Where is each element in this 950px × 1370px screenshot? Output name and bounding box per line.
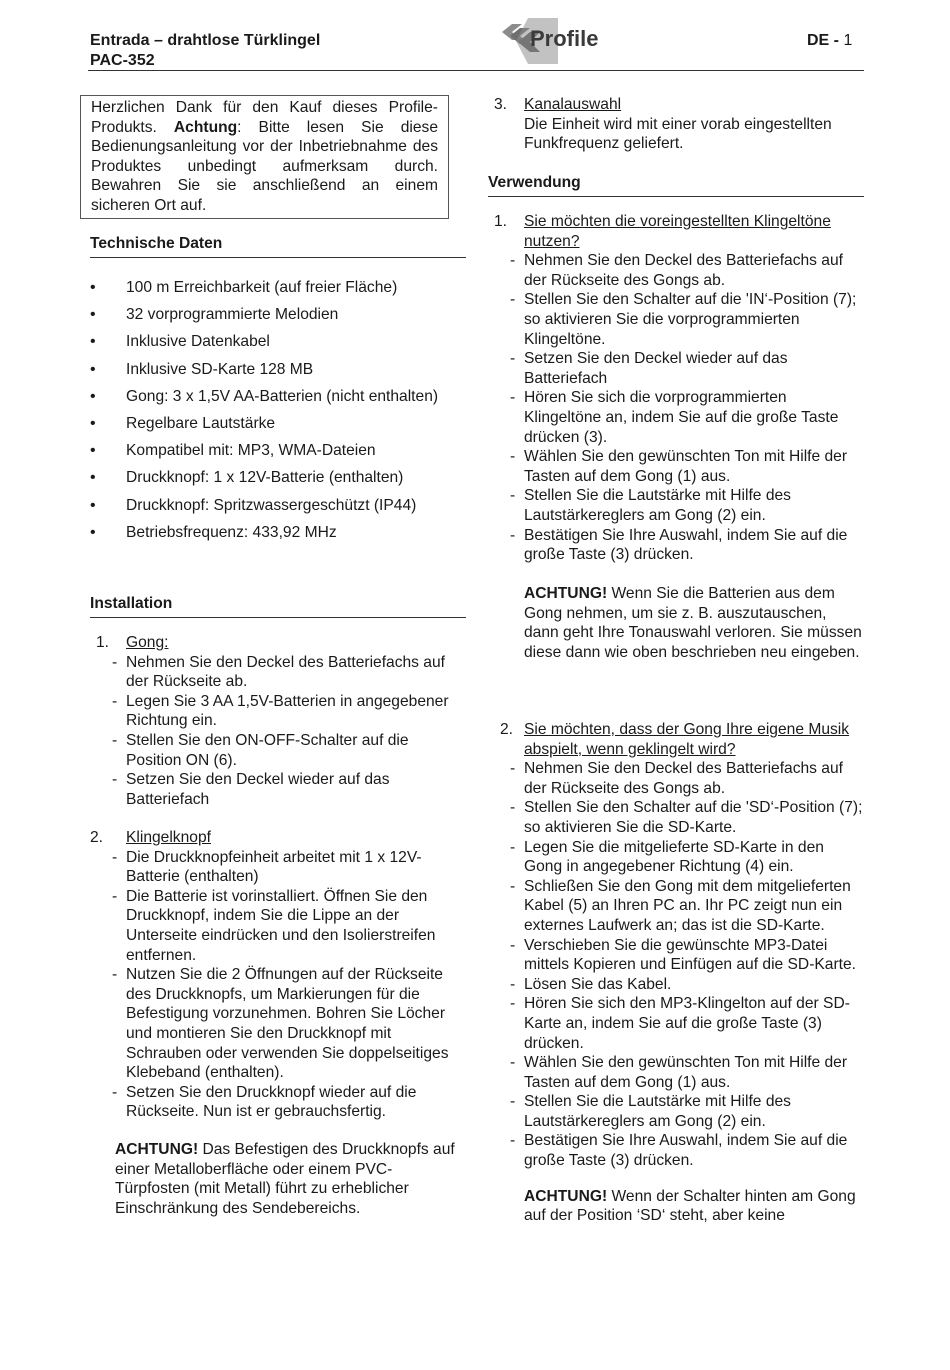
usage-preset (488, 212, 864, 663)
tech-spec-item: • Regelbare Lautstärke (90, 414, 466, 434)
knopf-step: - Die Batterie ist vorinstalliert. Öffnen Sie den Druckknopf, indem Sie die Lippe an der Unterseite eindrücken und den Isolierstreifen entfernen. (112, 887, 466, 965)
preset-step: - Stellen Sie die Lautstärke mit Hilfe des Lautstärkereglers am Gong (2) ein. (510, 486, 864, 525)
intro-attention: Achtung (173, 118, 238, 136)
page-number: 1 (843, 32, 853, 49)
own-step: - Wählen Sie den gewünschten Ton mit Hilfe der Tasten auf dem Gong (1) aus. (510, 1053, 864, 1092)
preset-step: - Stellen Sie den Schalter auf die 'IN‘-Position (7); so aktivieren Sie die vorprogrammierten Klingeltöne. (510, 290, 864, 349)
preset-step: - Nehmen Sie den Deckel des Batteriefachs auf der Rückseite des Gongs ab. (510, 251, 864, 290)
knopf-steps (112, 848, 466, 1122)
own-step: - Nehmen Sie den Deckel des Batteriefachs auf der Rückseite des Gongs ab. (510, 759, 864, 798)
tech-spec-item: • Druckknopf: 1 x 12V-Batterie (enthalten) (90, 468, 466, 488)
intro-box (80, 95, 449, 219)
intro-text-start: Herzlichen Dank für den Kauf dieses Profile-Produkts. (91, 99, 438, 136)
knopf-step: - Nutzen Sie die 2 Öffnungen auf der Rückseite des Druckknopfs, um Markierungen für die Befestigung vorzunehmen. Bohren Sie Löcher und montieren Sie den Druckknopf mit Schrauben oder verwenden Sie doppelseitiges Klebeband (enthalten). (112, 965, 466, 1083)
knopf-warning-text: Das Befestigen des Druckknopfs auf einer Metalloberfläche oder einem PVC-Türpfosten (mit Metall) führt zu erheblicher Einschränkung des Sendebereichs. (115, 1140, 455, 1217)
own-warning-label: ACHTUNG! (524, 1187, 608, 1205)
tech-spec-item: • Betriebsfrequenz: 433,92 MHz (90, 523, 466, 543)
usage-heading: Verwendung (488, 173, 864, 197)
tech-spec-item: • Kompatibel mit: MP3, WMA-Dateien (90, 441, 466, 461)
gong-title (90, 633, 466, 653)
gong-step: - Stellen Sie den ON-OFF-Schalter auf die Position ON (6). (112, 731, 466, 770)
preset-number: 1. (494, 213, 508, 230)
tech-spec-item: • Inklusive Datenkabel (90, 332, 466, 352)
preset-title (488, 212, 864, 251)
own-step: - Lösen Sie das Kabel. (510, 975, 864, 995)
tech-spec-item: • Druckknopf: Spritzwassergeschützt (IP44) (90, 496, 466, 516)
tech-spec-item: • Inklusive SD-Karte 128 MB (90, 360, 466, 380)
knopf-title-text: Klingelknopf (126, 829, 211, 846)
knopf-number: 2. (90, 829, 104, 846)
own-warning-text: Wenn der Schalter hinten am Gong auf der Position ‘SD‘ steht, aber keine (524, 1187, 856, 1225)
profile-logo (488, 14, 608, 68)
channel-text: Die Einheit wird mit einer vorab eingestellten Funkfrequenz geliefert. (524, 115, 832, 153)
preset-warning (488, 584, 864, 662)
header-divider (88, 70, 864, 71)
own-warning (488, 1187, 864, 1226)
channel-title (488, 95, 864, 115)
gong-steps (112, 653, 466, 810)
gong-number: 1. (96, 634, 110, 651)
own-step: - Hören Sie sich den MP3-Klingelton auf der SD-Karte an, indem Sie auf die große Taste (3) drücken. (510, 994, 864, 1053)
preset-step: - Setzen Sie den Deckel wieder auf das Batteriefach (510, 349, 864, 388)
own-step: - Verschieben Sie die gewünschte MP3-Datei mittels Kopieren und Einfügen auf die SD-Karte. (510, 936, 864, 975)
channel-section (488, 95, 864, 154)
tech-heading: Technische Daten (90, 234, 466, 258)
preset-steps (510, 251, 864, 565)
install-heading: Installation (90, 594, 466, 618)
gong-title-text: Gong: (126, 634, 169, 651)
preset-step: - Hören Sie sich die vorprogrammierten Klingeltöne an, indem Sie auf die große Taste drücken (3). (510, 388, 864, 447)
own-title (488, 720, 864, 759)
preset-step: - Bestätigen Sie Ihre Auswahl, indem Sie auf die große Taste (3) drücken. (510, 526, 864, 565)
knopf-step: - Die Druckknopfeinheit arbeitet mit 1 x 12V-Batterie (enthalten) (112, 848, 466, 887)
gong-step: - Legen Sie 3 AA 1,5V-Batterien in angegebener Richtung ein. (112, 692, 466, 731)
tech-list (90, 278, 466, 550)
title-line-1: Entrada – drahtlose Türklingel (90, 32, 321, 49)
page-prefix: DE - (807, 32, 844, 49)
gong-step: - Nehmen Sie den Deckel des Batteriefachs auf der Rückseite ab. (112, 653, 466, 692)
tech-spec-item: • 32 vorprogrammierte Melodien (90, 305, 466, 325)
own-step: - Bestätigen Sie Ihre Auswahl, indem Sie auf die große Taste (3) drücken. (510, 1131, 864, 1170)
intro-text-end: : Bitte lesen Sie diese Bedienungsanleitung vor der Inbetriebnahme des Produktes unbedingt aufmerksam durch. Bewahren Sie sie anschließend an einem sicheren Ort auf. (91, 118, 438, 214)
page-indicator (807, 31, 852, 51)
document-title (90, 31, 320, 71)
tech-spec-item: • 100 m Erreichbarkeit (auf freier Fläche) (90, 278, 466, 298)
own-step: - Schließen Sie den Gong mit dem mitgelieferten Kabel (5) an Ihren PC an. Ihr PC zeigt nun ein externes Laufwerk an; das ist die SD-Karte. (510, 877, 864, 936)
title-line-2: PAC-352 (90, 52, 155, 69)
own-number: 2. (500, 721, 514, 738)
channel-title-text: Kanalauswahl (524, 96, 622, 113)
own-steps (510, 759, 864, 1170)
logo-text: Profile (530, 26, 599, 51)
knopf-step: - Setzen Sie den Druckknopf wieder auf die Rückseite. Nun ist er gebrauchsfertig. (112, 1083, 466, 1122)
preset-title-text: Sie möchten die voreingestellten Klingeltöne nutzen? (524, 213, 831, 250)
install-knopf (90, 828, 466, 1218)
knopf-title (90, 828, 466, 848)
tech-spec-item: • Gong: 3 x 1,5V AA-Batterien (nicht enthalten) (90, 387, 466, 407)
preset-warning-label: ACHTUNG! (524, 585, 608, 603)
channel-number: 3. (494, 96, 508, 113)
own-step: - Legen Sie die mitgelieferte SD-Karte in den Gong in angegebener Richtung (4) ein. (510, 838, 864, 877)
own-step: - Stellen Sie die Lautstärke mit Hilfe des Lautstärkereglers am Gong (2) ein. (510, 1092, 864, 1131)
install-gong (90, 633, 466, 809)
usage-own (488, 720, 864, 1226)
gong-step: - Setzen Sie den Deckel wieder auf das Batteriefach (112, 770, 466, 809)
preset-step: - Wählen Sie den gewünschten Ton mit Hilfe der Tasten auf dem Gong (1) aus. (510, 447, 864, 486)
preset-warning-text: Wenn Sie die Batterien aus dem Gong nehmen, um sie z. B. auszutauschen, dann geht Ihre Tonauswahl verloren. Sie müssen diese dann wie oben beschrieben neu eingeben. (524, 585, 862, 662)
knopf-warning (90, 1140, 466, 1218)
own-title-text: Sie möchten, dass der Gong Ihre eigene Musik abspielt, wenn geklingelt wird? (524, 721, 850, 758)
own-step: - Stellen Sie den Schalter auf die 'SD‘-Position (7); so aktivieren Sie die SD-Karte. (510, 798, 864, 837)
knopf-warning-label: ACHTUNG! (115, 1140, 199, 1158)
